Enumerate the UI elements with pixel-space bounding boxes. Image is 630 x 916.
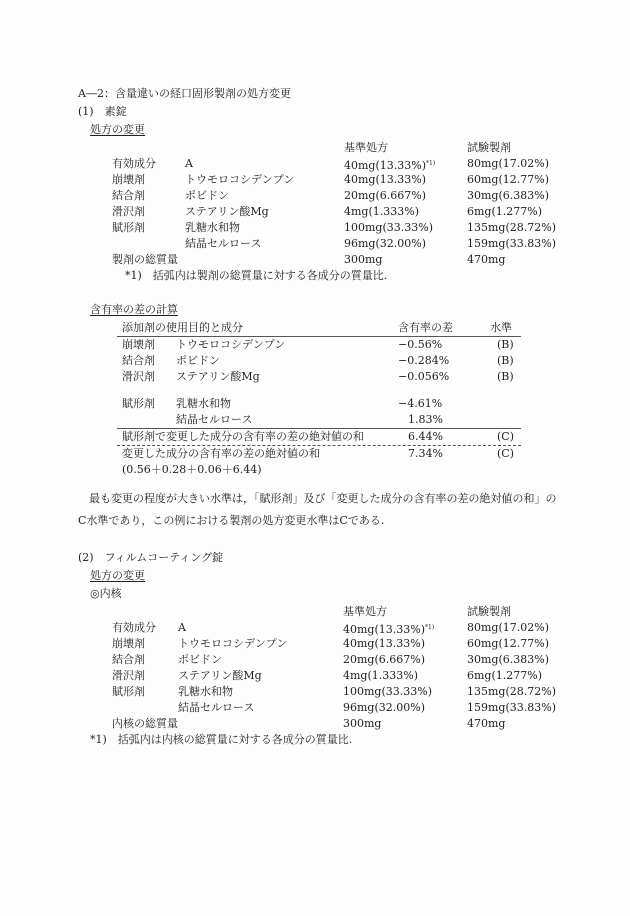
table-header: 基準処方 試験製剤 bbox=[343, 605, 511, 618]
footnote-marker: *1) bbox=[426, 160, 436, 167]
table-row: 賦形剤 乳糖水和物 100mg(33.33%) 135mg(28.72%) bbox=[112, 221, 556, 234]
calculation-heading: 含有率の差の計算 bbox=[90, 303, 178, 316]
core-label: ◎内核 bbox=[90, 587, 122, 600]
section2-footnote: *1) 括弧内は内核の総質量に対する各成分の質量比. bbox=[90, 733, 353, 746]
column-header-test: 試験製剤 bbox=[467, 141, 511, 154]
section1-footnote: *1) 括弧内は製剤の総質量に対する各成分の質量比. bbox=[125, 269, 388, 282]
table-total-row: 内核の総質量 300mg 470mg bbox=[112, 717, 506, 730]
column-header-base: 基準処方 bbox=[344, 141, 388, 154]
conclusion-paragraph: 最も変更の程度が大きい水準は，「賦形剤」及び「変更した成分の含有率の差の絶対値の和」のC水準であり，この例における製剤の処方変更水準はCである. bbox=[78, 492, 557, 527]
document-title: A―2：含量違いの経口固形製剤の処方変更 bbox=[78, 87, 291, 100]
table-row: 滑沢剤 ステアリン酸Mg 4mg(1.333%) 6mg(1.277%) bbox=[112, 669, 542, 682]
section1-heading: (1) 素錠 bbox=[78, 105, 127, 118]
table-row: 結合剤 ポビドン 20mg(6.667%) 30mg(6.383%) bbox=[112, 189, 549, 202]
table-row: 崩壊剤 トウモロコシデンプン −0.56% (B) bbox=[122, 338, 514, 351]
table-row: 結晶セルロース 96mg(32.00%) 159mg(33.83%) bbox=[178, 701, 556, 714]
table-total-row: 製剤の総質量 300mg 470mg bbox=[112, 253, 506, 266]
table-row: 結晶セルロース 1.83% bbox=[176, 413, 443, 426]
total-sum-row: 変更した成分の含有率の差の絶対値の和 7.34% (C) bbox=[122, 447, 514, 460]
table-row: 崩壊剤 トウモロコシデンプン 40mg(13.33%) 60mg(12.77%) bbox=[112, 173, 549, 186]
table-row: 滑沢剤 ステアリン酸Mg −0.056% (B) bbox=[122, 370, 514, 383]
table-header: 添加剤の使用目的と成分 含有率の差 水準 bbox=[122, 321, 512, 334]
table-row: 結晶セルロース 96mg(32.00%) 159mg(33.83%) bbox=[185, 237, 556, 250]
table-row: 有効成分 A $40mg(13.33\%)^{*1)}$ 80mg(17.02%) bbox=[112, 157, 549, 172]
table-row: 崩壊剤 トウモロコシデンプン 40mg(13.33%) 60mg(12.77%) bbox=[112, 637, 549, 650]
section2-subheading: 処方の変更 bbox=[90, 569, 145, 582]
total-sum-formula: (0.56＋0.28＋0.06＋6.44) bbox=[122, 463, 262, 476]
table-row: 結合剤 ポビドン 20mg(6.667%) 30mg(6.383%) bbox=[112, 653, 549, 666]
section1-subheading: 処方の変更 bbox=[90, 123, 145, 136]
section2-heading: (2) フィルムコーティング錠 bbox=[78, 551, 224, 564]
excipient-sum-row: 賦形剤で変更した成分の含有率の差の絶対値の和 6.44% (C) bbox=[122, 430, 514, 443]
table-row: 賦形剤 乳糖水和物 100mg(33.33%) 135mg(28.72%) bbox=[112, 685, 556, 698]
table-row: 結合剤 ポビドン −0.284% (B) bbox=[122, 354, 514, 367]
footnote-marker: *1) bbox=[425, 624, 435, 631]
table-row: 滑沢剤 ステアリン酸Mg 4mg(1.333%) 6mg(1.277%) bbox=[112, 205, 542, 218]
table-row: 有効成分 A $40mg(13.33\%)^{*1)}$ 80mg(17.02%) bbox=[112, 621, 549, 636]
table-row: 賦形剤 乳糖水和物 −4.61% bbox=[122, 397, 443, 410]
table-header bbox=[0, 140, 630, 156]
